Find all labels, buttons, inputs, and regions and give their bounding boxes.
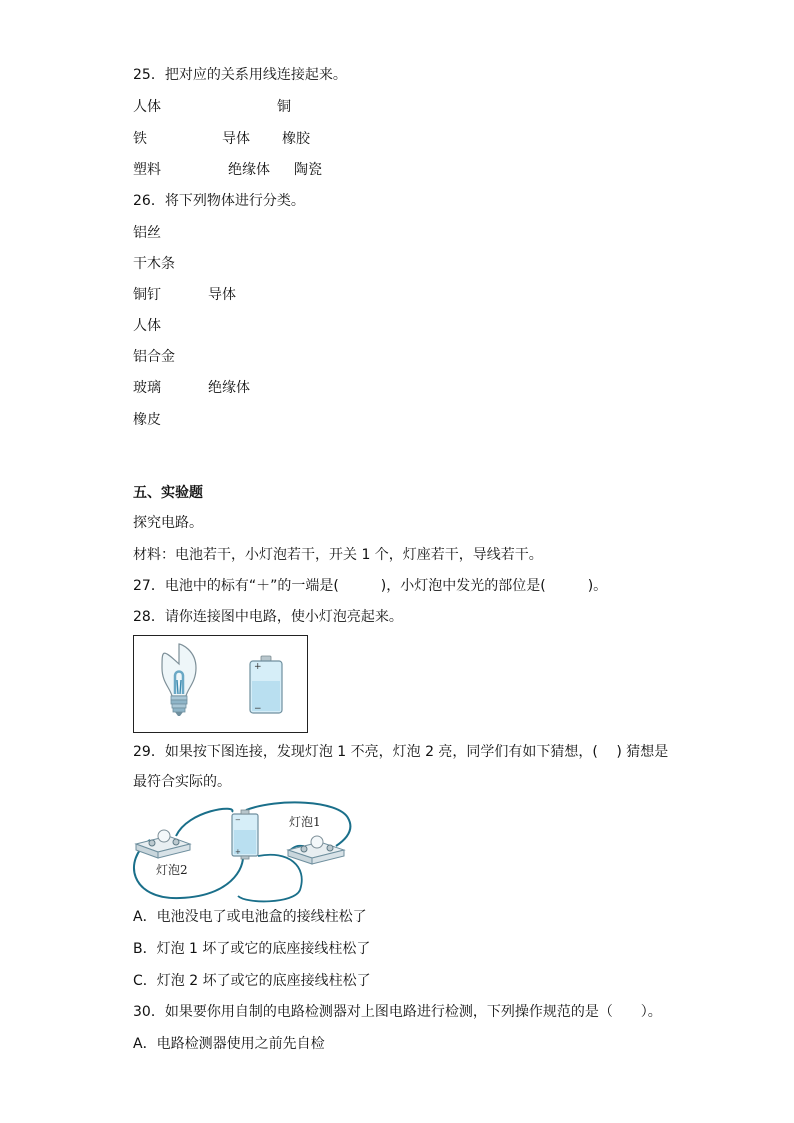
q26-conductor-label: 导体 (208, 287, 236, 303)
q29-text-line2: 最符合实际的。 (133, 774, 231, 790)
svg-text:−: − (235, 816, 241, 824)
q29-circuit-figure (128, 800, 360, 904)
q27-text: 27．电池中的标有“＋”的一端是( )，小灯泡中发光的部位是( )。 (133, 578, 608, 594)
q25-right-3: 陶瓷 (294, 162, 322, 178)
bulb1-label: 灯泡1 (289, 815, 321, 829)
q28-text: 28．请你连接图中电路，使小灯泡亮起来。 (133, 609, 403, 625)
q28-figure (133, 635, 308, 733)
q26-insulator-label: 绝缘体 (208, 380, 250, 396)
q29-text-line1: 29．如果按下图连接，发现灯泡 1 不亮，灯泡 2 亮，同学们有如下猜想，( ) 猜想是 (133, 744, 669, 760)
q30-option-a: A．电路检测器使用之前先自检 (133, 1036, 325, 1052)
q26-item: 铝丝 (133, 225, 161, 241)
q26-item: 玻璃 (133, 380, 161, 396)
svg-text:+: + (235, 848, 241, 856)
q25-left-2: 铁 (133, 131, 147, 147)
q26-item: 干木条 (133, 256, 175, 272)
circuit-battery-icon (232, 810, 258, 859)
q25-right-2: 橡胶 (282, 131, 310, 147)
q25-left-1: 人体 (133, 99, 161, 115)
q25-title: 25．把对应的关系用线连接起来。 (133, 67, 347, 83)
q29-option-c: C．灯泡 2 坏了或它的底座接线柱松了 (133, 973, 371, 989)
q26-item: 铝合金 (133, 349, 175, 365)
svg-text:+: + (254, 662, 262, 672)
section-intro: 探究电路。 (133, 515, 203, 531)
q25-left-3: 塑料 (133, 162, 161, 178)
q29-option-b: B．灯泡 1 坏了或它的底座接线柱松了 (133, 941, 371, 957)
q29-option-a: A．电池没电了或电池盒的接线柱松了 (133, 909, 367, 925)
bulb1-holder-icon (288, 836, 344, 864)
q26-title: 26．将下列物体进行分类。 (133, 193, 305, 209)
q26-item: 铜钉 (133, 287, 161, 303)
q28-figure-svg (134, 636, 307, 732)
lightbulb-icon (162, 644, 196, 716)
q25-mid-2: 绝缘体 (228, 162, 270, 178)
bulb2-holder-icon (136, 830, 190, 858)
q26-item: 橡皮 (133, 412, 161, 428)
q25-right-1: 铜 (277, 99, 291, 115)
bulb2-label: 灯泡2 (156, 863, 188, 877)
q26-item: 人体 (133, 318, 161, 334)
svg-text:−: − (254, 704, 262, 714)
q25-mid-1: 导体 (222, 131, 250, 147)
battery-icon (250, 656, 282, 714)
materials-text: 材料：电池若干，小灯泡若干，开关 1 个，灯座若干，导线若干。 (133, 547, 543, 563)
q30-text: 30．如果要你用自制的电路检测器对上图电路进行检测，下列操作规范的是（ ）。 (133, 1004, 662, 1020)
section-heading: 五、实验题 (133, 485, 203, 501)
q29-circuit-svg (128, 800, 360, 904)
